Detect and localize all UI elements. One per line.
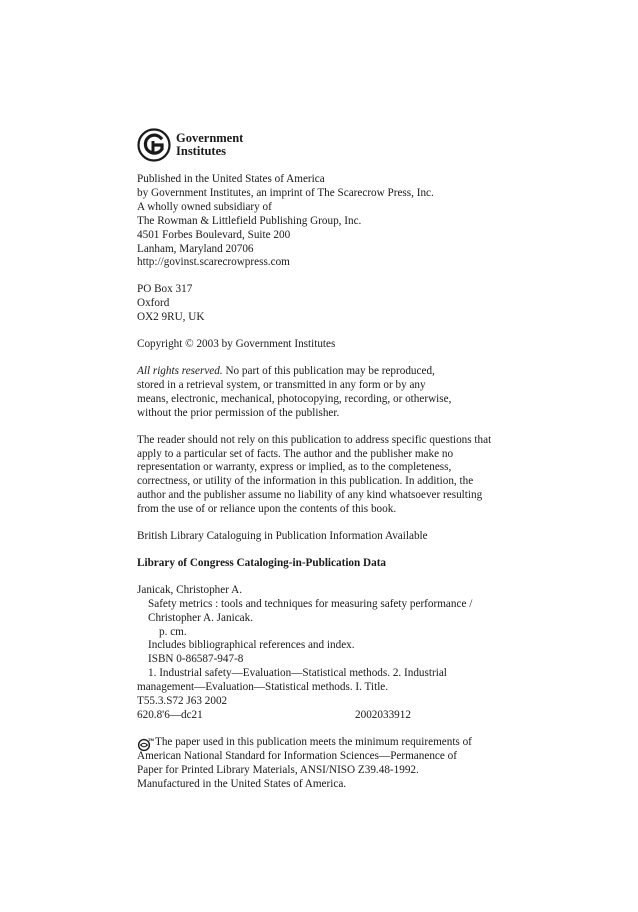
- disclaimer-paragraph: [137, 434, 507, 517]
- publisher-url: http://govinst.scarecrowpress.com: [137, 256, 290, 269]
- uk-address-block: [137, 283, 517, 325]
- cip-includes: Includes bibliographical references and index.: [148, 639, 355, 652]
- uk-address-line: OX2 9RU, UK: [137, 311, 205, 324]
- cip-lccn: 2002033912: [355, 709, 411, 721]
- disclaimer-line: from the use of or reliance upon the contents of this book.: [137, 503, 397, 516]
- permanence-of-paper-icon: [137, 737, 153, 751]
- cip-dewey: 620.8'6—dc21: [137, 709, 203, 721]
- imprint-line: 4501 Forbes Boulevard, Suite 200: [137, 228, 291, 241]
- disclaimer-line: The reader should not rely on this publication to address specific questions that: [137, 433, 492, 446]
- cip-subjects-line: 1. Industrial safety—Evaluation—Statistical methods. 2. Industrial: [148, 667, 447, 680]
- disclaimer-line: author and the publisher assume no liability of any kind whatsoever resulting: [137, 489, 483, 502]
- cip-isbn: ISBN 0-86587-947-8: [148, 653, 244, 666]
- imprint-line: A wholly owned subsidiary of: [137, 200, 272, 213]
- copyright-notice: Copyright © 2003 by Government Institutes: [137, 338, 336, 351]
- uk-address-line: Oxford: [137, 297, 170, 310]
- government-institutes-logo-icon: [137, 128, 171, 162]
- cip-author: Janicak, Christopher A.: [137, 583, 243, 596]
- cip-title-line: Christopher A. Janicak.: [148, 611, 254, 624]
- uk-address-line: PO Box 317: [137, 283, 193, 296]
- disclaimer-line: correctness, or utility of the information in this publication. In addition, the: [137, 475, 474, 488]
- loc-heading: Library of Congress Cataloging-in-Publication Data: [137, 556, 387, 569]
- imprint-block: [137, 173, 517, 270]
- cip-dewey-row: [137, 709, 517, 723]
- imprint-line: Lanham, Maryland 20706: [137, 242, 254, 255]
- paper-line: [137, 736, 507, 750]
- paper-permanence-notice: [137, 736, 507, 792]
- copyright-page: [137, 127, 517, 805]
- paper-line: Paper for Printed Library Materials, ANSI/NISO Z39.48-1992.: [137, 763, 419, 776]
- rights-paragraph: [137, 365, 507, 421]
- publisher-logo: [137, 127, 517, 163]
- rights-line: without the prior permission of the publisher.: [137, 406, 340, 419]
- cip-pcm: p. cm.: [159, 625, 187, 638]
- paper-line-text: The paper used in this publication meets the minimum requirements of: [155, 736, 472, 748]
- rights-line: stored in a retrieval system, or transmitted in any form or by any: [137, 378, 426, 391]
- publisher-name-line2: Institutes: [176, 144, 227, 158]
- imprint-line: by Government Institutes, an imprint of The Scarecrow Press, Inc.: [137, 186, 434, 199]
- cip-subjects-line: management—Evaluation—Statistical methods. I. Title.: [137, 681, 389, 694]
- paper-line: Manufactured in the United States of America.: [137, 777, 347, 790]
- rights-line1-rest: No part of this publication may be reproduced,: [222, 364, 435, 377]
- british-library-notice: British Library Cataloguing in Publication Information Available: [137, 530, 428, 543]
- publisher-name: [176, 132, 243, 158]
- paper-line: American National Standard for Information Sciences—Permanence of: [137, 749, 457, 762]
- rights-line: [137, 365, 507, 379]
- imprint-line: Published in the United States of America: [137, 173, 325, 185]
- rights-line: means, electronic, mechanical, photocopying, recording, or otherwise,: [137, 392, 452, 405]
- cip-title-line: Safety metrics : tools and techniques for measuring safety performance /: [148, 597, 473, 610]
- disclaimer-line: apply to a particular set of facts. The author and the publisher make no: [137, 447, 454, 460]
- svg-text:TM: TM: [148, 736, 154, 742]
- cip-data-block: [137, 584, 517, 723]
- disclaimer-line: representation or warranty, express or implied, as to the completeness,: [137, 461, 452, 474]
- rights-lead: All rights reserved.: [137, 364, 223, 377]
- publisher-name-line1: Government: [176, 131, 244, 145]
- imprint-line: The Rowman & Littlefield Publishing Group, Inc.: [137, 214, 362, 227]
- cip-call-number: T55.3.S72 J63 2002: [137, 695, 228, 708]
